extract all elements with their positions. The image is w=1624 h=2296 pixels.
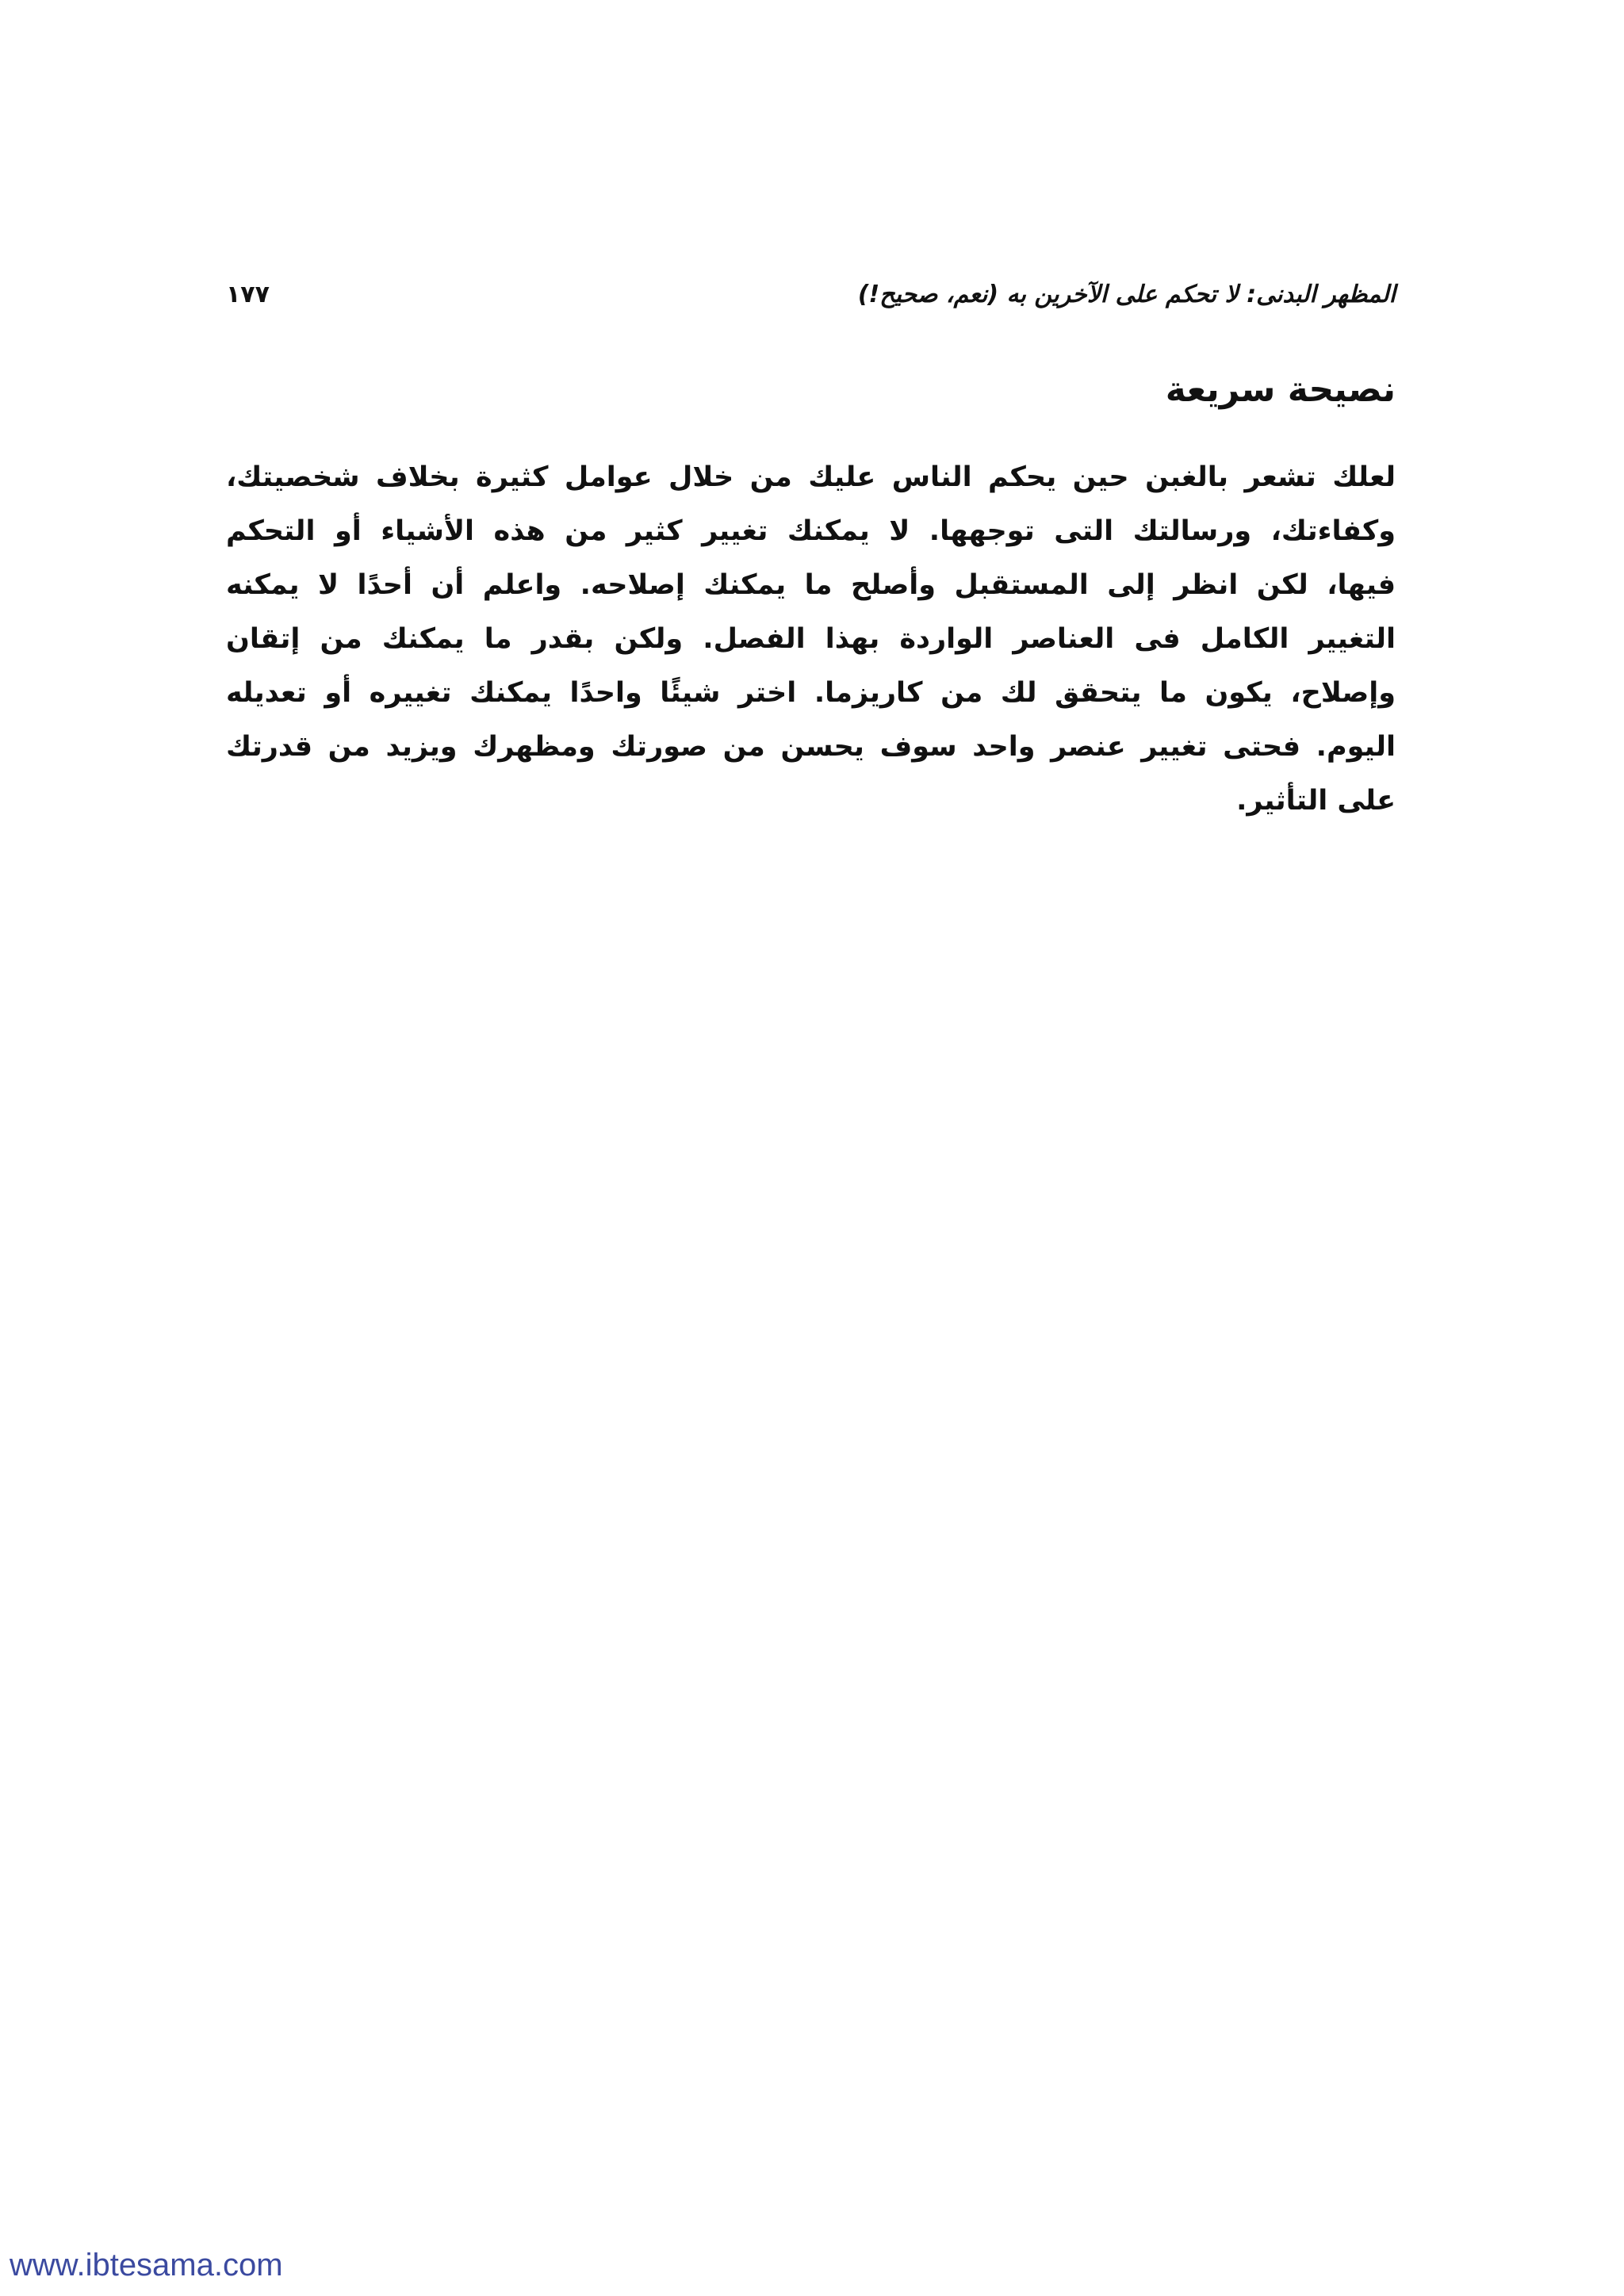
site-watermark: www.ibtesama.com [10, 2248, 283, 2283]
paragraph-line: على التأثير. [1236, 785, 1396, 817]
paragraph-line: اليوم. فحتى تغيير عنصر واحد سوف يحسن من صورتك ومظهرك ويزيد من قدرتك [226, 731, 1396, 763]
paragraph-line: وكفاءتك، ورسالتك التى توجهها. لا يمكنك تغيير كثير من هذه الأشياء أو التحكم [226, 515, 1396, 547]
section-title: نصيحة سريعة [1165, 369, 1396, 410]
paragraph-line: التغيير الكامل فى العناصر الواردة بهذا الفصل. ولكن بقدر ما يمكنك من إتقان [226, 623, 1396, 655]
running-title: المظهر البدنى: لا تحكم على الآخرين به (نعم، صحيح!) [857, 281, 1396, 308]
page-number: ١٧٧ [226, 281, 270, 308]
paragraph-line: وإصلاح، يكون ما يتحقق لك من كاريزما. اختر شيئًا واحدًا يمكنك تغييره أو تعديله [226, 677, 1396, 709]
paragraph-line: فيها، لكن انظر إلى المستقبل وأصلح ما يمكنك إصلاحه. واعلم أن أحدًا لا يمكنه [226, 569, 1396, 601]
body-paragraph [226, 450, 1396, 828]
paragraph-line: لعلك تشعر بالغبن حين يحكم الناس عليك من خلال عوامل كثيرة بخلاف شخصيتك، [226, 461, 1396, 493]
running-header [226, 277, 1396, 317]
